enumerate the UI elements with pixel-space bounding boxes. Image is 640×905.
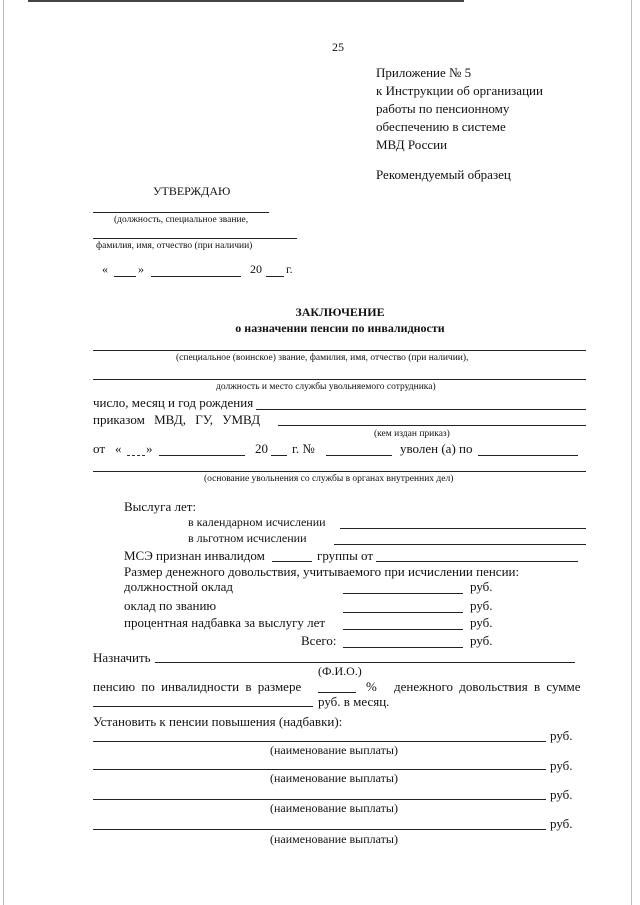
increase-currency-1: руб. <box>550 728 573 743</box>
from-label: от <box>93 441 106 456</box>
birth-date-label: число, месяц и год рождения <box>93 395 254 410</box>
approve-date-open-quote: « <box>102 262 108 276</box>
page-number: 25 <box>332 40 344 54</box>
dismissed-label: уволен (а) по <box>400 441 473 456</box>
from-year-number-label: г. № <box>292 441 315 456</box>
birth-date-line[interactable] <box>256 409 586 410</box>
rank-name-line[interactable] <box>93 350 586 351</box>
mse-group-label: группы от <box>317 548 374 563</box>
order-number-line[interactable] <box>326 455 392 456</box>
from-month-line[interactable] <box>159 455 245 456</box>
rank-name-hint: (специальное (воинское) звание, фамилия, имя, отчество (при наличии), <box>176 353 469 363</box>
from-year-prefix: 20 <box>255 441 268 456</box>
rank-salary-line[interactable] <box>343 612 463 613</box>
service-title: Выслуга лет: <box>124 499 197 514</box>
payment-name-hint-4: (наименование выплаты) <box>270 832 398 846</box>
fio-hint: (Ф.И.О.) <box>318 664 362 678</box>
approve-position-line[interactable] <box>93 212 269 213</box>
assign-fio-line[interactable] <box>155 662 575 663</box>
percent-sign: % <box>366 679 377 694</box>
total-line[interactable] <box>343 647 463 648</box>
dismissal-basis-hint: (основание увольнения со службы в органах внутренних дел) <box>204 474 454 484</box>
document-title: ЗАКЛЮЧЕНИЕ <box>295 305 385 319</box>
mse-group-line[interactable] <box>272 561 312 562</box>
allowance-title: Размер денежного довольствия, учитываемого при исчислении пенсии: <box>124 564 520 579</box>
increase-currency-2: руб. <box>550 758 573 773</box>
approve-date-close-quote: » <box>138 262 144 276</box>
appendix-line-5: МВД России <box>376 137 448 152</box>
approve-name-line[interactable] <box>93 238 297 239</box>
calendar-line[interactable] <box>340 528 586 529</box>
left-edge-line <box>3 0 4 905</box>
increase-currency-4: руб. <box>550 816 573 831</box>
from-day-line[interactable] <box>127 455 145 456</box>
appendix-line-3: работы по пенсионному <box>376 101 510 116</box>
order-line[interactable] <box>278 425 586 426</box>
approve-day-line[interactable] <box>114 276 136 277</box>
approve-year-suffix: г. <box>286 262 293 276</box>
approve-month-line[interactable] <box>151 276 241 277</box>
from-year-line[interactable] <box>271 455 287 456</box>
approve-position-hint: (должность, специальное звание, <box>114 215 249 225</box>
dismissal-basis-line[interactable] <box>93 471 586 472</box>
approve-title: УТВЕРЖДАЮ <box>153 184 231 198</box>
top-edge-line <box>28 0 464 2</box>
total-label: Всего: <box>301 633 337 648</box>
rank-salary-label: оклад по званию <box>124 598 217 613</box>
recommended-sample: Рекомендуемый образец <box>376 167 511 182</box>
increase-line-1[interactable] <box>93 741 546 742</box>
bonus-currency: руб. <box>470 615 493 630</box>
increase-currency-3: руб. <box>550 787 573 802</box>
issued-by-hint: (кем издан приказ) <box>374 429 450 439</box>
dismissed-line[interactable] <box>478 455 578 456</box>
mse-date-line[interactable] <box>376 561 578 562</box>
position-place-line[interactable] <box>93 379 586 380</box>
pension-text: пенсию по инвалидности в размере <box>93 679 302 694</box>
appendix-line-4: обеспечению в системе <box>376 119 506 134</box>
payment-name-hint-3: (наименование выплаты) <box>270 801 398 815</box>
allowance-sum-text: денежного довольствия в сумме <box>394 679 581 694</box>
salary-line[interactable] <box>343 593 463 594</box>
pension-percent-line[interactable] <box>318 692 356 693</box>
bonus-line[interactable] <box>343 629 463 630</box>
approve-name-hint: фамилия, имя, отчество (при наличии) <box>96 241 253 251</box>
salary-label: должностной оклад <box>124 579 233 594</box>
payment-name-hint-1: (наименование выплаты) <box>270 743 398 757</box>
calendar-label: в календарном исчислении <box>188 515 326 529</box>
document-subtitle: о назначении пенсии по инвалидности <box>235 321 445 335</box>
increase-line-2[interactable] <box>93 769 546 770</box>
approve-year-line[interactable] <box>266 276 284 277</box>
pension-amount-line[interactable] <box>93 706 313 707</box>
bonus-label: процентная надбавка за выслугу лет <box>124 615 326 630</box>
mse-recognized-label: МСЭ признан инвалидом <box>124 548 265 563</box>
appendix-line-2: к Инструкции об организации <box>376 83 543 98</box>
total-currency: руб. <box>470 633 493 648</box>
approve-year-prefix: 20 <box>250 262 262 276</box>
appendix-line-1: Приложение № 5 <box>376 65 472 80</box>
from-close-quote: » <box>146 441 153 456</box>
right-edge-line <box>631 0 632 905</box>
increase-line-4[interactable] <box>93 829 546 830</box>
order-label: приказом МВД, ГУ, УМВД <box>93 412 261 427</box>
payment-name-hint-2: (наименование выплаты) <box>270 771 398 785</box>
from-open-quote: « <box>115 441 122 456</box>
preferential-line[interactable] <box>334 544 586 545</box>
position-place-hint: должность и место службы увольняемого сотрудника) <box>216 382 436 392</box>
salary-currency: руб. <box>470 579 493 594</box>
per-month-label: руб. в месяц. <box>318 694 390 709</box>
increase-line-3[interactable] <box>93 799 546 800</box>
assign-label: Назначить <box>93 650 151 665</box>
rank-salary-currency: руб. <box>470 598 493 613</box>
preferential-label: в льготном исчислении <box>188 531 307 545</box>
increases-title: Установить к пенсии повышения (надбавки): <box>93 714 343 729</box>
